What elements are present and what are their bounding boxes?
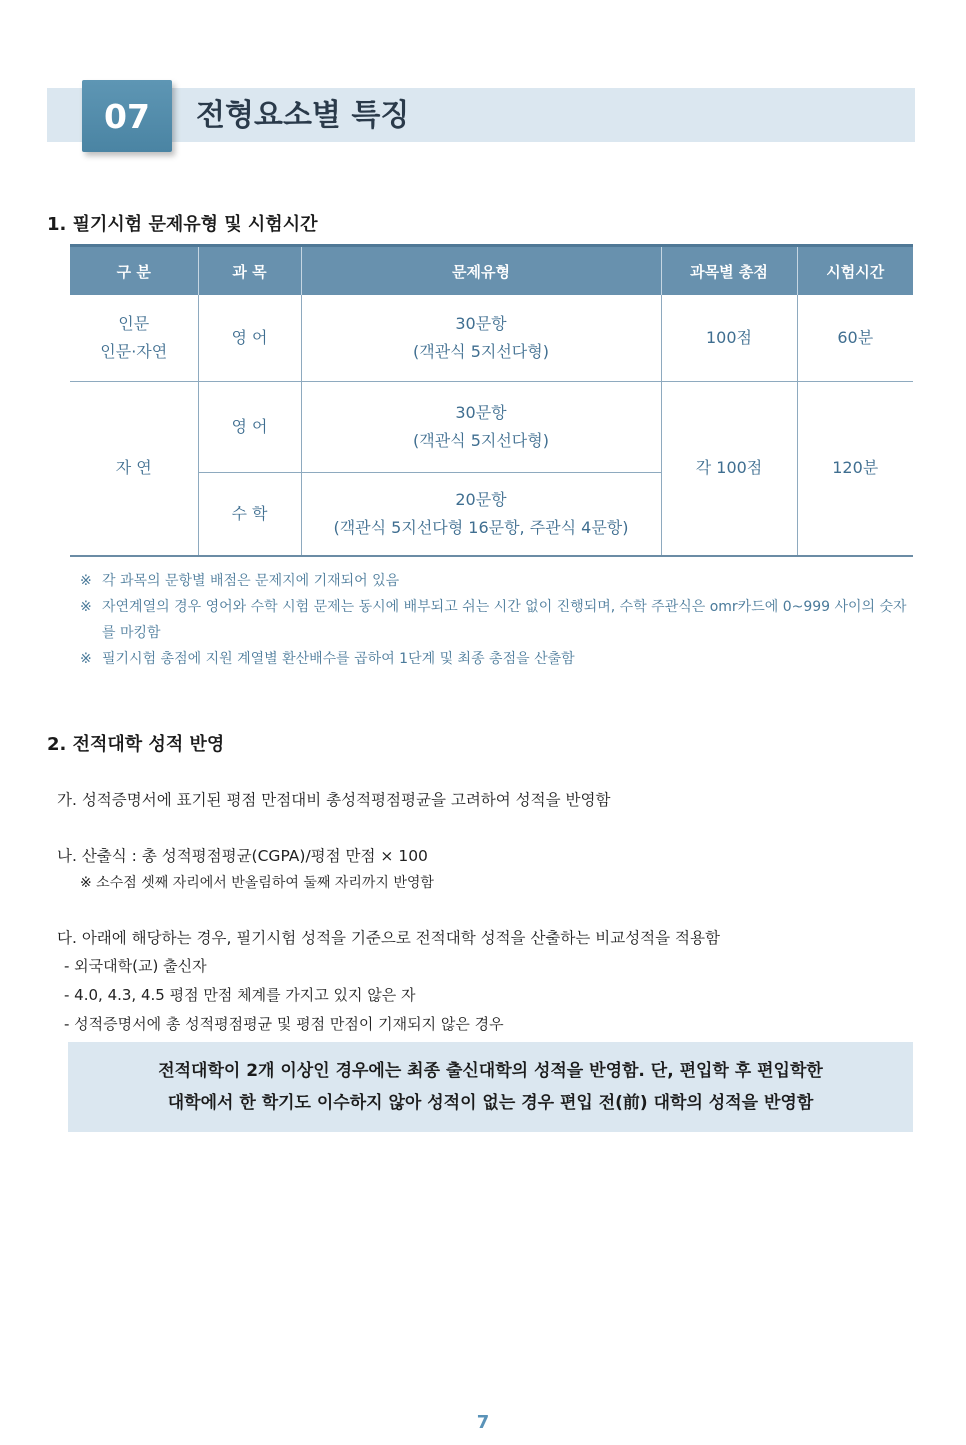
question-count: 20문항 [455,489,507,509]
page-number: 7 [476,1412,490,1433]
list-item: - 외국대학(교) 출신자 [64,957,207,975]
category-cell: 자 연 [70,381,198,556]
exam-table [70,244,913,557]
notice-box [68,1042,913,1132]
question-format: (객관식 5지선다형) [413,430,549,450]
subject-cell: 영 어 [198,295,301,381]
question-type-cell [301,381,661,472]
note-item [80,646,920,672]
table-row [70,295,913,381]
item-ga: 가. 성적증명서에 표기된 평점 만점대비 총성적평점평균을 고려하여 성적을 반영함 [57,791,611,809]
category-cell [70,295,198,381]
section2-title: 2. 전적대학 성적 반영 [47,734,225,755]
notice-line: 전적대학이 2개 이상인 경우에는 최종 출신대학의 성적을 반영함. 단, 편입학 후 편입학한 [158,1061,823,1081]
category-label: 인문·자연 [100,341,168,361]
note-item [80,594,920,646]
score-cell: 100점 [661,295,797,381]
header-exam-time: 시험시간 [797,246,913,296]
time-cell: 60분 [797,295,913,381]
table-row [70,381,913,472]
note-text: 자연계열의 경우 영어와 수학 시험 문제는 동시에 배부되고 쉬는 시간 없이 진행되며, 수학 주관식은 omr카드에 0~999 사이의 숫자를 마킹함 [102,599,907,641]
exam-notes [80,568,920,672]
time-cell: 120분 [797,381,913,556]
list-item: - 4.0, 4.3, 4.5 평점 만점 체계를 가지고 있지 않은 자 [64,986,416,1004]
category-label: 인문 [118,313,150,333]
header-subject: 과 목 [198,246,301,296]
header-category: 구 분 [70,246,198,296]
question-format: (객관식 5지선다형) [413,341,549,361]
notice-line: 대학에서 한 학기도 이수하지 않아 성적이 없는 경우 편입 전(前) 대학의 성적을 반영함 [167,1093,814,1113]
header-question-type: 문제유형 [301,246,661,296]
note-text: 필기시험 총점에 지원 계열별 환산배수를 곱하여 1단계 및 최종 총점을 산출함 [102,651,575,667]
list-item: - 성적증명서에 총 성적평점평균 및 평점 만점이 기재되지 않은 경우 [64,1015,504,1033]
note-mark: ※ [80,573,92,589]
chapter-title: 전형요소별 특징 [196,98,410,133]
note-mark: ※ [80,599,92,615]
question-type-cell [301,472,661,556]
question-format: (객관식 5지선다형 16문항, 주관식 4문항) [333,517,629,537]
exam-table-header-row [70,246,913,296]
chapter-header-band [47,88,915,142]
note-text: 각 과목의 문항별 배점은 문제지에 기재되어 있음 [102,573,400,589]
question-count: 30문항 [455,402,507,422]
section1-title: 1. 필기시험 문제유형 및 시험시간 [47,214,318,235]
subject-cell: 수 학 [198,472,301,556]
note-mark: ※ [80,651,92,667]
chapter-number-badge: 07 [82,80,172,152]
item-da: 다. 아래에 해당하는 경우, 필기시험 성적을 기준으로 전적대학 성적을 산출하는 비교성적을 적용함 [57,929,720,947]
note-item [80,568,920,594]
question-count: 30문항 [455,313,507,333]
score-cell: 각 100점 [661,381,797,556]
subject-cell: 영 어 [198,381,301,472]
item-na: 나. 산출식 : 총 성적평점평균(CGPA)/평점 만점 × 100 [57,847,428,865]
header-total-score: 과목별 총점 [661,246,797,296]
question-type-cell [301,295,661,381]
item-na-note: ※ 소수점 셋째 자리에서 반올림하여 둘째 자리까지 반영함 [80,875,434,891]
